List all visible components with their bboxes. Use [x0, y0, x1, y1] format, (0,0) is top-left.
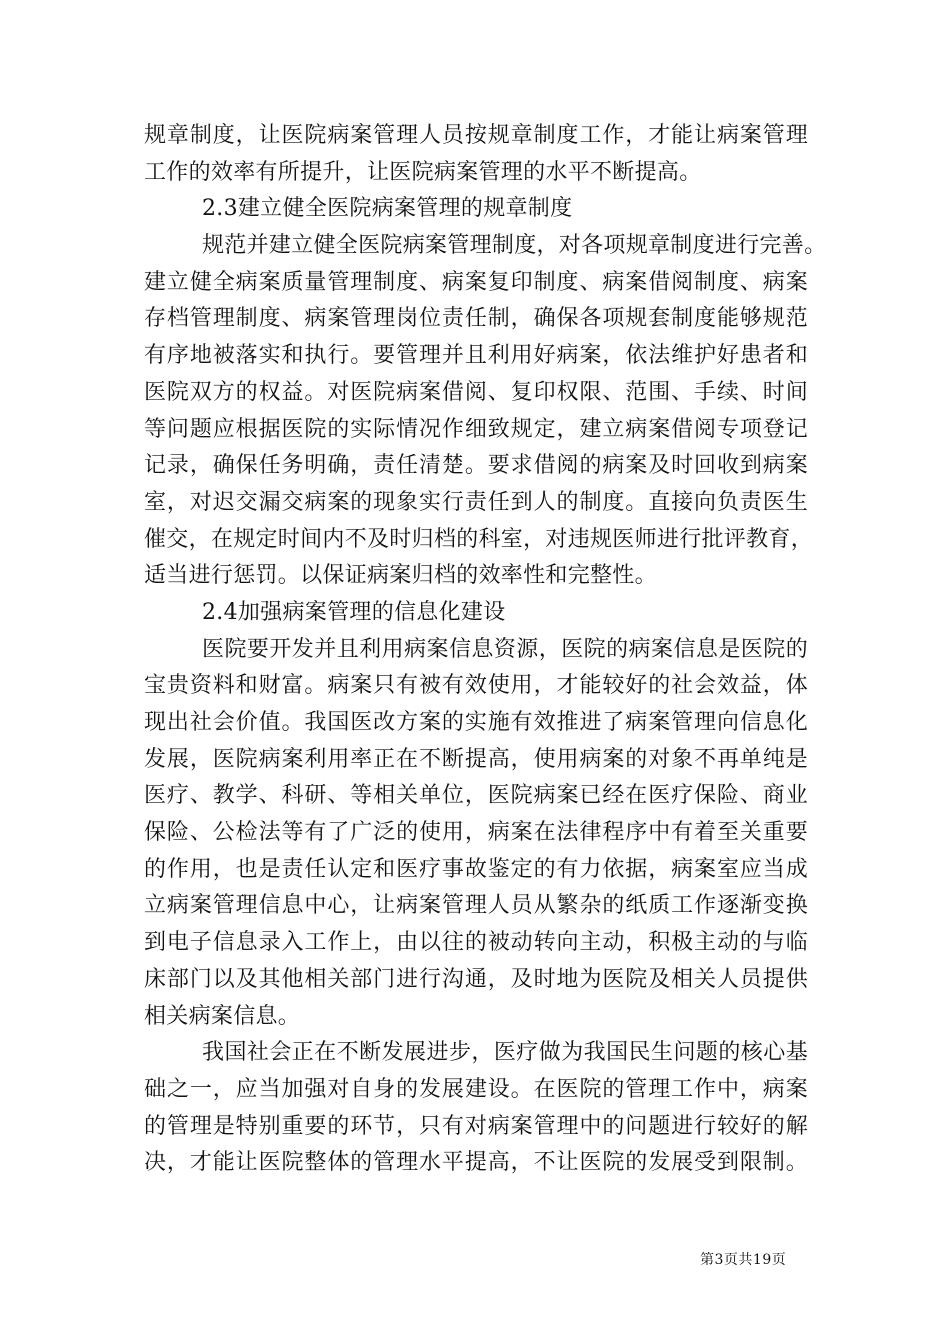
body-line: 发展，医院病案利用率正在不断提高，使用病案的对象不再单纯是: [144, 746, 808, 772]
body-line: 催交，在规定时间内不及时归档的科室，对违规医师进行批评教育，: [144, 526, 814, 552]
page-number: 第3页共19页: [700, 1252, 787, 1268]
body-line: 的作用，也是责任认定和医疗事故鉴定的有力依据，病案室应当成: [144, 856, 808, 882]
body-line: 室，对迟交漏交病案的现象实行责任到人的制度。直接向负责医生: [144, 489, 808, 515]
body-line: 立病案管理信息中心，让病案管理人员从繁杂的纸质工作逐渐变换: [144, 893, 808, 919]
body-line: 适当进行惩罚。以保证病案归档的效率性和完整性。: [144, 563, 657, 589]
body-line: 宝贵资料和财富。病案只有被有效使用，才能较好的社会效益，体: [144, 673, 808, 699]
body-line: 存档管理制度、病案管理岗位责任制，确保各项规套制度能够规范: [144, 306, 808, 332]
body-line: 保险、公检法等有了广泛的使用，病案在法律程序中有着至关重要: [144, 820, 808, 846]
paragraph-first-line: 规范并建立健全医院病案管理制度，对各项规章制度进行完善。: [202, 233, 827, 259]
section-heading-2-4: 2.4加强病案管理的信息化建设: [202, 599, 506, 625]
paragraph-first-line: 医院要开发并且利用病案信息资源，医院的病案信息是医院的: [202, 636, 808, 662]
body-line: 的管理是特别重要的环节，只有对病案管理中的问题进行较好的解: [144, 1113, 808, 1139]
body-line: 床部门以及其他相关部门进行沟通，及时地为医院及相关人员提供: [144, 966, 808, 992]
document-body: [144, 118, 827, 1182]
body-line: 现出社会价值。我国医改方案的实施有效推进了病案管理向信息化: [144, 710, 808, 735]
body-line: 工作的效率有所提升，让医院病案管理的水平不断提高。: [144, 159, 702, 185]
body-line: 相关病案信息。: [144, 1003, 301, 1029]
body-line: 医疗、教学、科研、等相关单位，医院病案已经在医疗保险、商业: [144, 783, 808, 809]
body-line: 医院双方的权益。对医院病案借阅、复印权限、范围、手续、时间: [144, 379, 808, 405]
body-line: 等问题应根据医院的实际情况作细致规定，建立病案借阅专项登记: [144, 416, 808, 442]
body-line: 决，才能让医院整体的管理水平提高，不让医院的发展受到限制。: [144, 1150, 808, 1176]
body-line: 规章制度，让医院病案管理人员按规章制度工作，才能让病案管理: [144, 123, 808, 148]
body-line: 记录，确保任务明确，责任清楚。要求借阅的病案及时回收到病案: [144, 453, 808, 479]
body-line: 建立健全病案质量管理制度、病案复印制度、病案借阅制度、病案: [144, 269, 808, 295]
body-line: 有序地被落实和执行。要管理并且利用好病案，依法维护好患者和: [144, 343, 808, 369]
paragraph-first-line: 我国社会正在不断发展进步，医疗做为我国民生问题的核心基: [202, 1040, 808, 1066]
section-heading-2-3: 2.3建立健全医院病案管理的规章制度: [202, 196, 573, 222]
body-line: 础之一，应当加强对自身的发展建设。在医院的管理工作中，病案: [144, 1076, 808, 1102]
body-line: 到电子信息录入工作上，由以往的被动转向主动，积极主动的与临: [144, 930, 808, 956]
